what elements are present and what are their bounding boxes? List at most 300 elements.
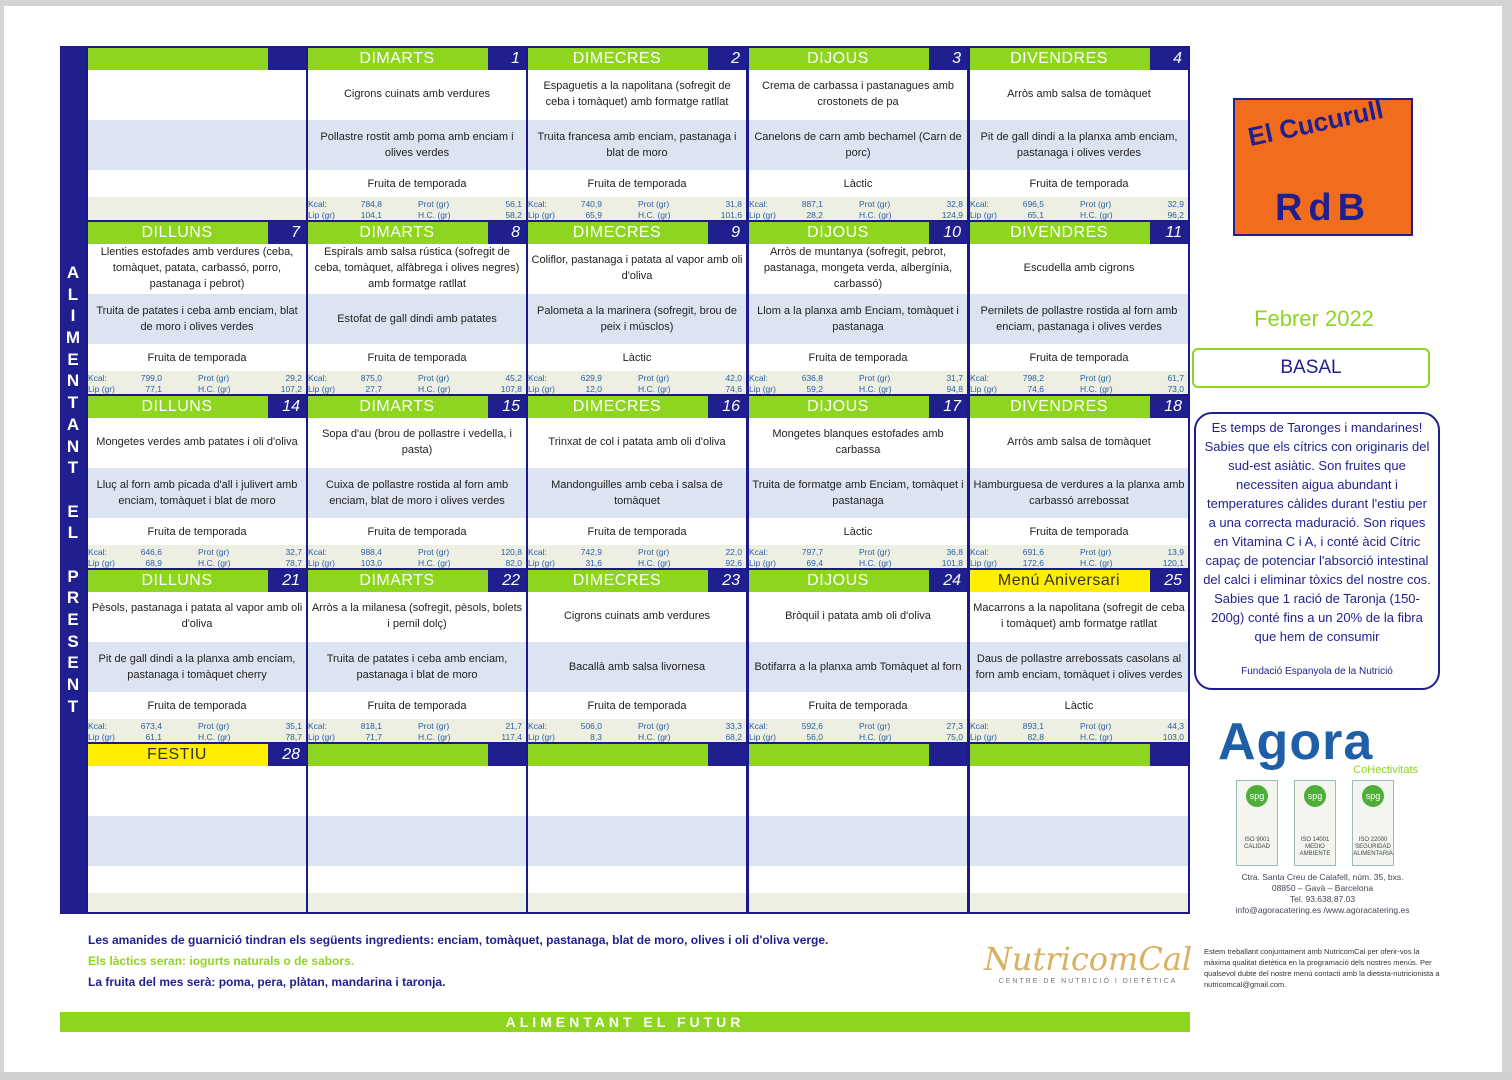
dessert: Fruita de temporada [528, 694, 746, 718]
nutricomcal-subtitle: CENTRE DE NUTRICIÓ I DIETÈTICA [998, 978, 1178, 985]
day-header [88, 396, 306, 418]
hc-value: 117,4 [501, 732, 522, 742]
day-cell [306, 220, 528, 396]
prot-label: Prot (gr) [418, 547, 450, 557]
day-header [88, 48, 306, 70]
kcal-value: 636,8 [801, 373, 823, 383]
second-course [308, 816, 526, 866]
nutrition-info [528, 197, 746, 221]
first-course: Espaguetis a la napolitana (sofregit de ceba i tomàquet) amb formatge ratllat [528, 70, 746, 118]
dessert [308, 868, 526, 892]
day-name: DIMECRES [572, 398, 662, 415]
hc-value: 120,1 [1162, 558, 1184, 568]
day-header [749, 222, 967, 244]
dessert: Fruita de temporada [528, 520, 746, 544]
kcal-value: 988,4 [360, 547, 382, 557]
dessert: Fruita de temporada [88, 520, 306, 544]
day-cell [86, 568, 308, 744]
prot-value: 22,0 [725, 547, 742, 557]
day-name: DIJOUS [807, 398, 869, 415]
hc-label: H.C. (gr) [1080, 210, 1113, 220]
nutrition-info [749, 719, 967, 743]
kcal-value: 740,9 [580, 199, 602, 209]
hc-value: 101,6 [720, 210, 742, 220]
second-course [88, 120, 306, 170]
lip-value: 82,8 [1027, 732, 1044, 742]
lip-value: 77,1 [145, 384, 162, 394]
day-header [970, 48, 1188, 70]
second-course: Lluç al forn amb picada d'all i julivert amb enciam, tomàquet i blat de moro [88, 468, 306, 518]
dessert: Fruita de temporada [528, 172, 746, 196]
prot-label: Prot (gr) [1080, 373, 1112, 383]
side-letter: E [67, 349, 79, 369]
kcal-label: Kcal: [88, 721, 107, 731]
second-course: Pollastre rostit amb poma amb enciam i olives verdes [308, 120, 526, 170]
first-course: Coliflor, pastanaga i patata al vapor amb oli d'oliva [528, 244, 746, 292]
hc-value: 78,7 [285, 732, 302, 742]
nutrition-info [749, 371, 967, 395]
nutrition-info-empty [528, 893, 746, 914]
day-name: DIMECRES [572, 224, 662, 241]
first-course: Mongetes verdes amb patates i oli d'oliva [88, 418, 306, 466]
school-logo [1233, 94, 1413, 236]
first-course: Mongetes blanques estofades amb carbassa [749, 418, 967, 466]
nutrition-info [88, 719, 306, 743]
kcal-value: 696,5 [1022, 199, 1044, 209]
second-course: Llom a la planxa amb Enciam, tomàquet i pastanaga [749, 294, 967, 344]
nutrition-info [528, 545, 746, 569]
lip-label: Lip (gr) [528, 210, 555, 220]
dessert [749, 868, 967, 892]
kcal-label: Kcal: [970, 547, 989, 557]
hc-label: H.C. (gr) [859, 384, 892, 394]
menu-notes [88, 930, 948, 993]
lip-label: Lip (gr) [970, 210, 997, 220]
lip-value: 31,6 [585, 558, 602, 568]
note-fruit: La fruita del mes serà: poma, pera, plàtan, mandarina i taronja. [88, 975, 446, 989]
agora-logo-name: Agora [1218, 713, 1374, 771]
second-course: Truita de formatge amb Enciam, tomàquet i pastanaga [749, 468, 967, 518]
day-name: DIVENDRES [1010, 398, 1108, 415]
day-header [308, 570, 526, 592]
day-header [308, 222, 526, 244]
day-name: Menú Aniversari [997, 572, 1121, 589]
collaboration-text: Estem treballant conjuntament amb NutricomCal per oferir-vos la màxima qualitat dietètica en la programació dels nostres menús. Per qualsevol dubte del nostre menú contacti amb la dietista-nutricionista a nutricomcal@gmail.com. [1204, 947, 1440, 989]
hc-value: 78,7 [285, 558, 302, 568]
day-header [749, 744, 967, 766]
day-header [88, 744, 306, 766]
certification-badge [1294, 780, 1336, 866]
day-cell [968, 220, 1190, 396]
spg-icon: spg [1362, 785, 1384, 807]
day-name: DIJOUS [807, 572, 869, 589]
spg-icon: spg [1246, 785, 1268, 807]
day-number: 22 [488, 570, 526, 592]
side-letter: P [67, 566, 79, 586]
hc-label: H.C. (gr) [638, 732, 671, 742]
prot-value: 45,2 [505, 373, 522, 383]
hc-label: H.C. (gr) [859, 732, 892, 742]
lip-label: Lip (gr) [528, 732, 555, 742]
day-cell [86, 394, 308, 570]
lip-label: Lip (gr) [88, 732, 115, 742]
second-course: Bacallà amb salsa livornesa [528, 642, 746, 692]
first-course [308, 766, 526, 814]
day-number: 14 [268, 396, 306, 418]
lip-value: 65,1 [1027, 210, 1044, 220]
kcal-label: Kcal: [970, 373, 989, 383]
day-name: DIMECRES [572, 572, 662, 589]
prot-label: Prot (gr) [638, 721, 670, 731]
day-number: 2 [708, 48, 746, 70]
kcal-value: 742,9 [580, 547, 602, 557]
prot-label: Prot (gr) [859, 547, 891, 557]
day-cell [306, 394, 528, 570]
nutrition-info [970, 545, 1188, 569]
day-cell [86, 220, 308, 396]
day-number: 16 [708, 396, 746, 418]
lip-value: 69,4 [806, 558, 823, 568]
side-letter: L [67, 523, 79, 543]
prot-value: 31,8 [725, 199, 742, 209]
lip-label: Lip (gr) [308, 384, 335, 394]
side-letter: E [67, 653, 79, 673]
prot-label: Prot (gr) [859, 373, 891, 383]
kcal-value: 818,1 [360, 721, 382, 731]
side-letter: S [67, 631, 79, 651]
kcal-value: 893,1 [1022, 721, 1044, 731]
kcal-value: 673,4 [140, 721, 162, 731]
first-course: Sopa d'au (brou de pollastre i vedella, i pasta) [308, 418, 526, 466]
day-header [88, 222, 306, 244]
prot-label: Prot (gr) [418, 721, 450, 731]
lip-label: Lip (gr) [749, 384, 776, 394]
prot-value: 33,3 [725, 721, 742, 731]
day-cell [526, 46, 748, 222]
second-course: Cuixa de pollastre rostida al forn amb enciam, blat de moro i olives verdes [308, 468, 526, 518]
nutrition-info [308, 545, 526, 569]
info-box [1194, 412, 1440, 690]
first-course: Arròs amb salsa de tomàquet [970, 418, 1188, 466]
hc-label: H.C. (gr) [198, 384, 231, 394]
side-letter: T [67, 696, 79, 716]
image-frame-right [1502, 0, 1512, 1080]
day-header [308, 48, 526, 70]
lip-label: Lip (gr) [88, 558, 115, 568]
prot-label: Prot (gr) [638, 373, 670, 383]
hc-label: H.C. (gr) [638, 384, 671, 394]
day-name: DIJOUS [807, 50, 869, 67]
lip-label: Lip (gr) [88, 384, 115, 394]
lip-value: 103,0 [360, 558, 382, 568]
image-frame-bottom [0, 1072, 1512, 1080]
hc-label: H.C. (gr) [1080, 558, 1113, 568]
lip-value: 71,7 [365, 732, 382, 742]
day-name: DILLUNS [141, 572, 213, 589]
prot-value: 32,7 [285, 547, 302, 557]
first-course: Crema de carbassa i pastanagues amb crostonets de pa [749, 70, 967, 118]
hc-label: H.C. (gr) [638, 558, 671, 568]
hc-value: 96,2 [1167, 210, 1184, 220]
certification-label: ISO 22000 SEGURIDAD ALIMENTARIA [1353, 837, 1393, 857]
day-number: 15 [488, 396, 526, 418]
day-cell [747, 394, 969, 570]
day-cell [968, 394, 1190, 570]
hc-label: H.C. (gr) [859, 558, 892, 568]
prot-label: Prot (gr) [638, 199, 670, 209]
lip-label: Lip (gr) [749, 210, 776, 220]
prot-value: 44,3 [1167, 721, 1184, 731]
second-course: Daus de pollastre arrebossats casolans al forn amb enciam, tomàquet i olives verdes [970, 642, 1188, 692]
day-header [970, 396, 1188, 418]
lip-value: 172,6 [1022, 558, 1044, 568]
nutrition-info [308, 719, 526, 743]
second-course: Hamburguesa de verdures a la planxa amb carbassó arrebossat [970, 468, 1188, 518]
day-cell [86, 742, 308, 914]
kcal-label: Kcal: [970, 721, 989, 731]
hc-label: H.C. (gr) [418, 558, 451, 568]
prot-label: Prot (gr) [198, 721, 230, 731]
dessert: Làctic [749, 172, 967, 196]
dessert: Làctic [528, 346, 746, 370]
day-header [749, 48, 967, 70]
prot-value: 29,2 [285, 373, 302, 383]
lip-value: 65,9 [585, 210, 602, 220]
second-course: Pernilets de pollastre rostida al forn amb enciam, pastanaga i olives verdes [970, 294, 1188, 344]
kcal-label: Kcal: [749, 721, 768, 731]
dessert: Fruita de temporada [749, 694, 967, 718]
dessert [88, 868, 306, 892]
nutrition-info [308, 371, 526, 395]
kcal-label: Kcal: [749, 547, 768, 557]
nutrition-info [749, 197, 967, 221]
kcal-value: 506,0 [580, 721, 602, 731]
day-name: DILLUNS [141, 224, 213, 241]
side-letter: N [66, 675, 80, 695]
lip-value: 12,0 [585, 384, 602, 394]
nutrition-info [970, 371, 1188, 395]
lip-value: 56,0 [806, 732, 823, 742]
first-course: Cigrons cuinats amb verdures [528, 592, 746, 640]
school-logo-initials: RdB [1274, 187, 1372, 229]
dessert: Làctic [749, 520, 967, 544]
prot-value: 120,8 [500, 547, 522, 557]
hc-value: 75,0 [946, 732, 963, 742]
certification-badge [1236, 780, 1278, 866]
kcal-value: 629,9 [580, 373, 602, 383]
prot-value: 21,7 [505, 721, 522, 731]
side-letter: R [66, 588, 80, 608]
day-number [488, 744, 526, 766]
kcal-label: Kcal: [308, 373, 327, 383]
nutrition-info [308, 197, 526, 221]
hc-label: H.C. (gr) [638, 210, 671, 220]
day-cell [968, 742, 1190, 914]
day-number: 4 [1150, 48, 1188, 70]
day-number: 18 [1150, 396, 1188, 418]
day-number: 28 [268, 744, 306, 766]
first-course: Llenties estofades amb verdures (ceba, tomàquet, patata, carbassó, porro, pastanaga i pebrot) [88, 244, 306, 292]
kcal-label: Kcal: [308, 547, 327, 557]
lip-label: Lip (gr) [528, 558, 555, 568]
note-salads: Les amanides de guarnició tindran els següents ingredients: enciam, tomàquet, pastanaga, blat de moro, olives i oli d'oliva verge. [88, 933, 829, 947]
nutricomcal-name: NutricomCal [983, 940, 1193, 978]
kcal-label: Kcal: [528, 547, 547, 557]
day-number: 21 [268, 570, 306, 592]
day-header [528, 48, 746, 70]
day-cell [747, 742, 969, 914]
phone: Tel. 93.638.87.03 [1289, 894, 1356, 904]
day-cell [526, 220, 748, 396]
prot-value: 36,8 [946, 547, 963, 557]
kcal-label: Kcal: [749, 373, 768, 383]
hc-label: H.C. (gr) [418, 384, 451, 394]
day-header [970, 222, 1188, 244]
nutrition-info [88, 371, 306, 395]
day-header [528, 570, 746, 592]
kcal-label: Kcal: [88, 547, 107, 557]
prot-label: Prot (gr) [1080, 721, 1112, 731]
day-number: 11 [1150, 222, 1188, 244]
kcal-value: 691,6 [1022, 547, 1044, 557]
second-course [88, 816, 306, 866]
side-letter: L [67, 284, 79, 304]
day-number: 24 [929, 570, 967, 592]
day-cell [747, 46, 969, 222]
prot-label: Prot (gr) [1080, 547, 1112, 557]
first-course: Cigrons cuinats amb verdures [308, 70, 526, 118]
first-course: Espirals amb salsa rústica (sofregit de ceba, tomàquet, alfàbrega i olives negres) amb formatge ratllat [308, 244, 526, 292]
second-course: Truita de patates i ceba amb enciam, pastanaga i blat de moro [308, 642, 526, 692]
spg-icon: spg [1304, 785, 1326, 807]
hc-label: H.C. (gr) [418, 210, 451, 220]
prot-label: Prot (gr) [859, 199, 891, 209]
note-dairy: Els làctics seran: iogurts naturals o de sabors. [88, 954, 355, 968]
side-letter: N [66, 436, 80, 456]
hc-value: 58,2 [505, 210, 522, 220]
day-cell [747, 568, 969, 744]
hc-value: 103,0 [1162, 732, 1184, 742]
prot-label: Prot (gr) [198, 373, 230, 383]
second-course: Pit de gall dindi a la planxa amb enciam, pastanaga i olives verdes [970, 120, 1188, 170]
side-letter: T [67, 393, 79, 413]
school-logo-name: El Cucurull [1245, 94, 1386, 152]
dessert: Fruita de temporada [970, 520, 1188, 544]
hc-label: H.C. (gr) [198, 558, 231, 568]
lip-label: Lip (gr) [308, 210, 335, 220]
info-text: Es temps de Taronges i mandarines! Sabies que els cítrics con originaris del sud-est asiàtic. Son fruites que necessiten aigua abundant i temperatures càlides durant l'estiu per a una correcta maduració. Son riques en Vitamina C i A, i conté àcid Cítric capaç de potenciar l'absorció intestinal del calci i eliminar tòxics del nostre cos. Sabies que 1 ració de Taronja (150-200g) conté fins a un 20% de la fibra que hem de consumir [1203, 420, 1431, 644]
lip-value: 27,7 [365, 384, 382, 394]
dessert: Fruita de temporada [749, 346, 967, 370]
day-header [528, 396, 746, 418]
kcal-label: Kcal: [970, 199, 989, 209]
second-course: Mandonguilles amb ceba i salsa de tomàquet [528, 468, 746, 518]
kcal-label: Kcal: [528, 721, 547, 731]
dessert: Fruita de temporada [970, 172, 1188, 196]
hc-value: 107,2 [280, 384, 302, 394]
image-frame-left [0, 0, 4, 1080]
first-course: Escudella amb cigrons [970, 244, 1188, 292]
second-course: Botifarra a la planxa amb Tomàquet al forn [749, 642, 967, 692]
day-header [970, 744, 1188, 766]
side-vertical-text [60, 262, 86, 717]
day-number [708, 744, 746, 766]
hc-label: H.C. (gr) [418, 732, 451, 742]
day-cell [747, 220, 969, 396]
dessert [88, 172, 306, 196]
side-letter: A [66, 414, 80, 434]
hc-value: 92,6 [725, 558, 742, 568]
lip-label: Lip (gr) [528, 384, 555, 394]
day-header [749, 396, 967, 418]
agora-logo-subtitle: CoHectivitats [1353, 764, 1418, 776]
prot-value: 42,0 [725, 373, 742, 383]
second-course [749, 816, 967, 866]
lip-value: 8,3 [590, 732, 602, 742]
info-source: Fundació Espanyola de la Nutrició [1241, 666, 1393, 677]
nutrition-info [528, 719, 746, 743]
kcal-value: 592,6 [801, 721, 823, 731]
day-name: DIMARTS [359, 398, 435, 415]
day-name: DIVENDRES [1010, 224, 1108, 241]
dessert: Fruita de temporada [308, 172, 526, 196]
prot-label: Prot (gr) [418, 373, 450, 383]
second-course: Pit de gall dindi a la planxa amb enciam, pastanaga i tomàquet cherry [88, 642, 306, 692]
kcal-value: 797,7 [801, 547, 823, 557]
kcal-label: Kcal: [528, 199, 547, 209]
first-course [88, 70, 306, 118]
dessert: Fruita de temporada [308, 694, 526, 718]
prot-value: 35,1 [285, 721, 302, 731]
side-letter: T [67, 458, 79, 478]
first-course: Pèsols, pastanaga i patata al vapor amb oli d'oliva [88, 592, 306, 640]
day-cell [86, 46, 308, 222]
side-letter [60, 544, 86, 566]
image-frame-top [0, 0, 1512, 6]
day-header [528, 744, 746, 766]
side-letter [60, 479, 86, 501]
side-letter: A [66, 263, 80, 282]
hc-label: H.C. (gr) [1080, 384, 1113, 394]
dessert [970, 868, 1188, 892]
kcal-label: Kcal: [308, 199, 327, 209]
prot-value: 27,3 [946, 721, 963, 731]
company-address [1215, 872, 1430, 916]
kcal-value: 798,2 [1022, 373, 1044, 383]
second-course: Truita francesa amb enciam, pastanaga i blat de moro [528, 120, 746, 170]
nutrition-info [970, 197, 1188, 221]
agora-logo [1218, 712, 1418, 776]
day-number: 17 [929, 396, 967, 418]
address-line-2: 08850 – Gavà – Barcelona [1271, 883, 1374, 893]
side-letter: I [70, 306, 76, 326]
nutrition-info [970, 719, 1188, 743]
dessert: Fruita de temporada [88, 346, 306, 370]
dessert: Fruita de temporada [308, 520, 526, 544]
day-number: 10 [929, 222, 967, 244]
first-course [528, 766, 746, 814]
day-cell [526, 394, 748, 570]
hc-value: 107,8 [500, 384, 522, 394]
nutrition-info [88, 545, 306, 569]
day-cell [306, 742, 528, 914]
dessert: Fruita de temporada [88, 694, 306, 718]
kcal-value: 799,0 [140, 373, 162, 383]
certification-badge [1352, 780, 1394, 866]
nutrition-info-empty [88, 893, 306, 914]
hc-value: 74,6 [725, 384, 742, 394]
lip-value: 28,2 [806, 210, 823, 220]
